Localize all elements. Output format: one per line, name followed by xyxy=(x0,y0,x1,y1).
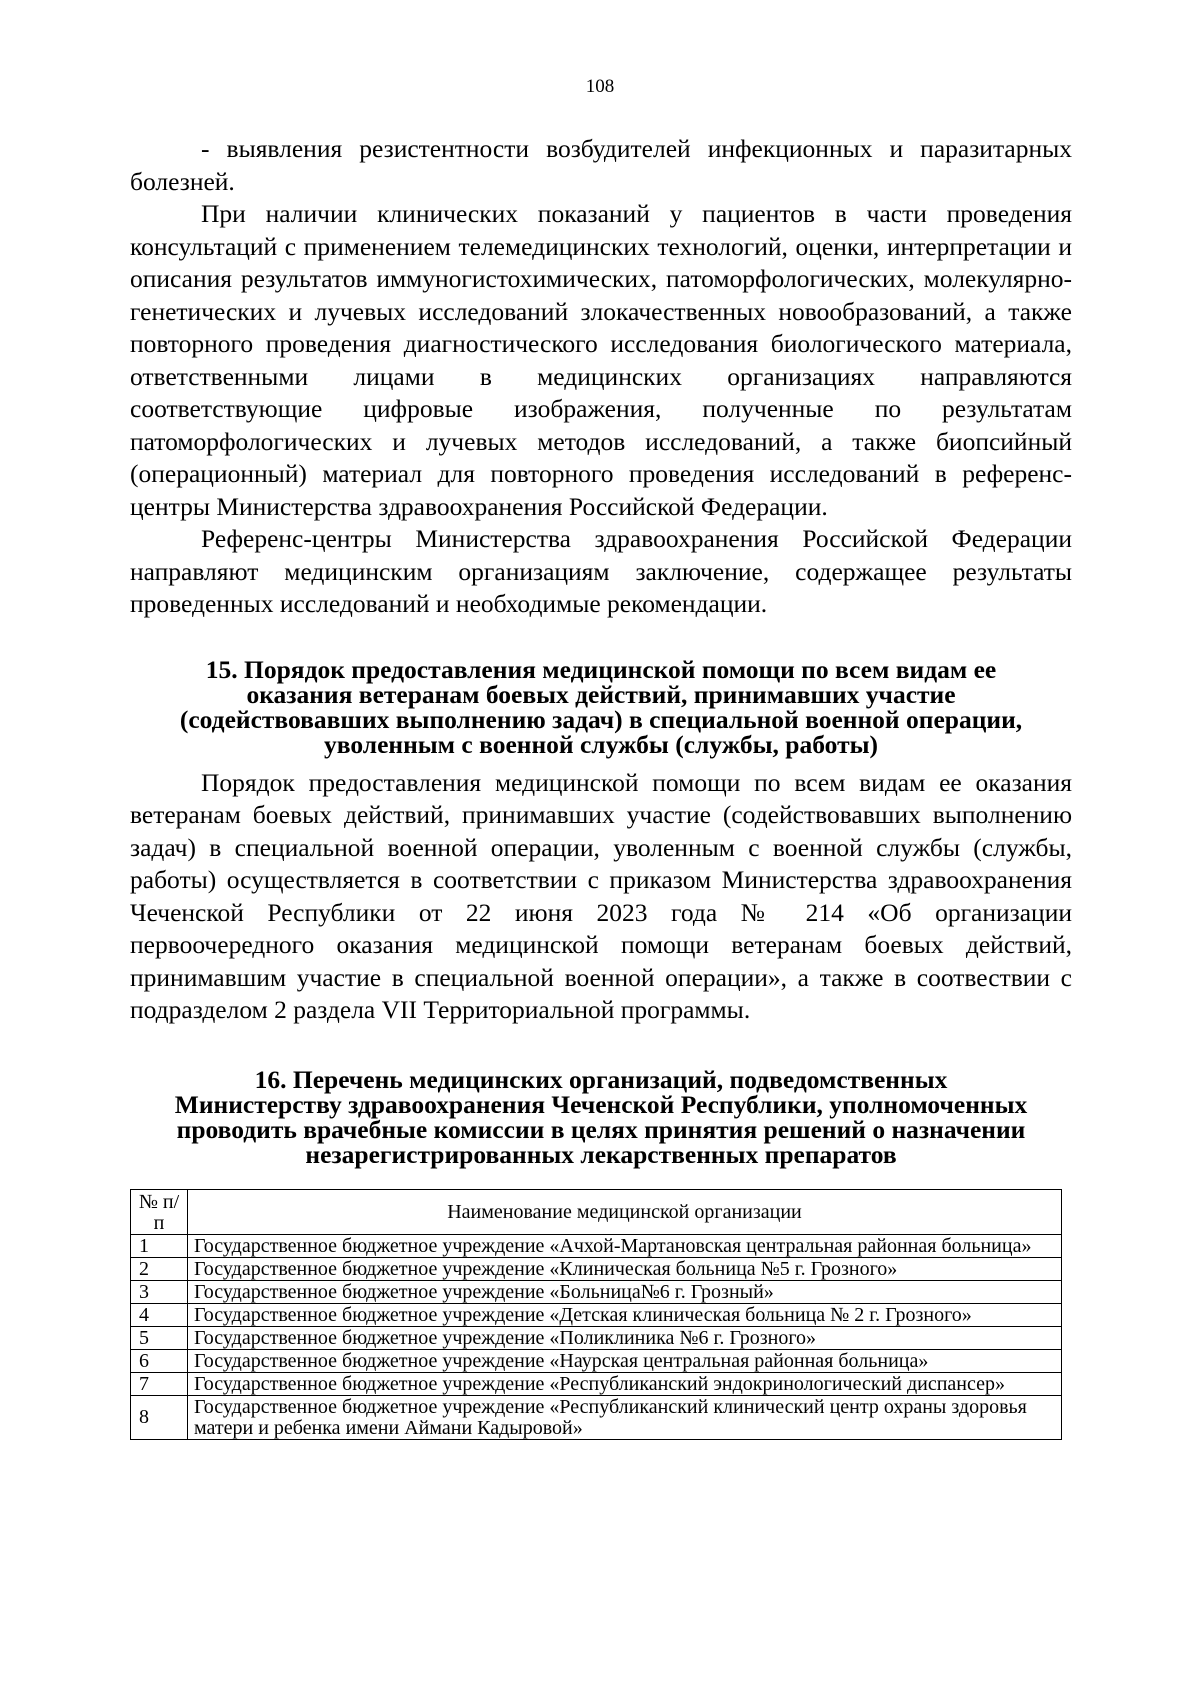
organization-name: Государственное бюджетное учреждение «Поликлиника №6 г. Грозного» xyxy=(188,1326,1062,1349)
section-16-heading-line-1: 16. Перечень медицинских организаций, подведомственных xyxy=(254,1064,948,1094)
section-15-heading-line-3: (содействовавших выполнению задач) в специальной военной операции, xyxy=(179,704,1023,734)
section-15-heading-line-1: 15. Порядок предоставления медицинской помощи по всем видам ее xyxy=(205,654,997,684)
intro-paragraph-3: Референс-центры Министерства здравоохранения Российской Федерации направляют медицинским организациям заключение, содержащее результаты проведенных исследований и необходимые рекомендации. xyxy=(130,524,1072,618)
section-15-heading xyxy=(130,654,1072,759)
intro-paragraph-1: - выявления резистентности возбудителей инфекционных и паразитарных болезней. xyxy=(130,134,1072,196)
row-number: 7 xyxy=(131,1372,188,1395)
organizations-table xyxy=(130,1189,1062,1440)
organization-name: Государственное бюджетное учреждение «Наурская центральная районная больница» xyxy=(188,1349,1062,1372)
table-header-row xyxy=(131,1189,1062,1234)
table-row xyxy=(131,1303,1062,1326)
name-column-header: Наименование медицинской организации xyxy=(188,1189,1062,1234)
section-15-paragraph: Порядок предоставления медицинской помощи по всем видам ее оказания ветеранам боевых действий, принимавших участие (содействовавших выполнению задач) в специальной военной операции, уволенным с военной службы (службы, работы) осуществляется в соответствии с приказом Министерства здравоохранения Чеченской Республики от 22 июня 2023 года № 214 «Об организации первоочередного оказания медицинской помощи ветеранам боевых действий, принимавшим участие в специальной военной операции», а также в соотвествии с подразделом 2 раздела VII Территориальной программы. xyxy=(130,767,1072,1024)
table-row xyxy=(131,1280,1062,1303)
table-row xyxy=(131,1372,1062,1395)
organization-name: Государственное бюджетное учреждение «Ачхой-Мартановская центральная районная больница» xyxy=(188,1234,1062,1257)
number-column-header: № п/п xyxy=(131,1189,188,1234)
section-16-heading-line-3: проводить врачебные комиссии в целях принятия решений о назначении xyxy=(176,1114,1026,1144)
section-16-heading xyxy=(130,1064,1072,1169)
organization-name: Государственное бюджетное учреждение «Республиканский эндокринологический диспансер» xyxy=(188,1372,1062,1395)
intro-paragraph-2: При наличии клинических показаний у пациентов в части проведения консультаций с применением телемедицинских технологий, оценки, интерпретации и описания результатов иммуногистохимических, патоморфологических, молекулярно-генетических и лучевых исследований злокачественных новообразований, а также повторного проведения диагностического исследования биологического материала, ответственными лицами в медицинских организациях направляются соответствующие цифровые изображения, полученные по результатам патоморфологических и лучевых методов исследований, а также биопсийный (операционный) материал для повторного проведения исследований в референс-центры Министерства здравоохранения Российской Федерации. xyxy=(130,199,1072,521)
row-number: 6 xyxy=(131,1349,188,1372)
section-16-heading-line-2: Министерству здравоохранения Чеченской Республики, уполномоченных xyxy=(174,1089,1028,1119)
row-number: 2 xyxy=(131,1257,188,1280)
table-row xyxy=(131,1257,1062,1280)
table-row xyxy=(131,1349,1062,1372)
row-number: 3 xyxy=(131,1280,188,1303)
organization-name: Государственное бюджетное учреждение «Клиническая больница №5 г. Грозного» xyxy=(188,1257,1062,1280)
row-number: 4 xyxy=(131,1303,188,1326)
organization-name: Государственное бюджетное учреждение «Больница№6 г. Грозный» xyxy=(188,1280,1062,1303)
section-15-heading-line-2: оказания ветеранам боевых действий, принимавших участие xyxy=(246,679,956,709)
table-row xyxy=(131,1234,1062,1257)
row-number: 8 xyxy=(131,1395,188,1439)
organization-name: Государственное бюджетное учреждение «Республиканский клинический центр охраны здоровья матери и ребенка имени Аймани Кадыровой» xyxy=(188,1395,1062,1439)
organization-name: Государственное бюджетное учреждение «Детская клиническая больница № 2 г. Грозного» xyxy=(188,1303,1062,1326)
page-number: 108 xyxy=(585,76,615,97)
page-content xyxy=(130,133,1072,1440)
section-15-heading-line-4: уволенным с военной службы (службы, работы) xyxy=(324,729,878,759)
row-number: 5 xyxy=(131,1326,188,1349)
table-row xyxy=(131,1326,1062,1349)
section-16-heading-line-4: незарегистрированных лекарственных препаратов xyxy=(305,1139,897,1169)
row-number: 1 xyxy=(131,1234,188,1257)
table-row xyxy=(131,1395,1062,1439)
